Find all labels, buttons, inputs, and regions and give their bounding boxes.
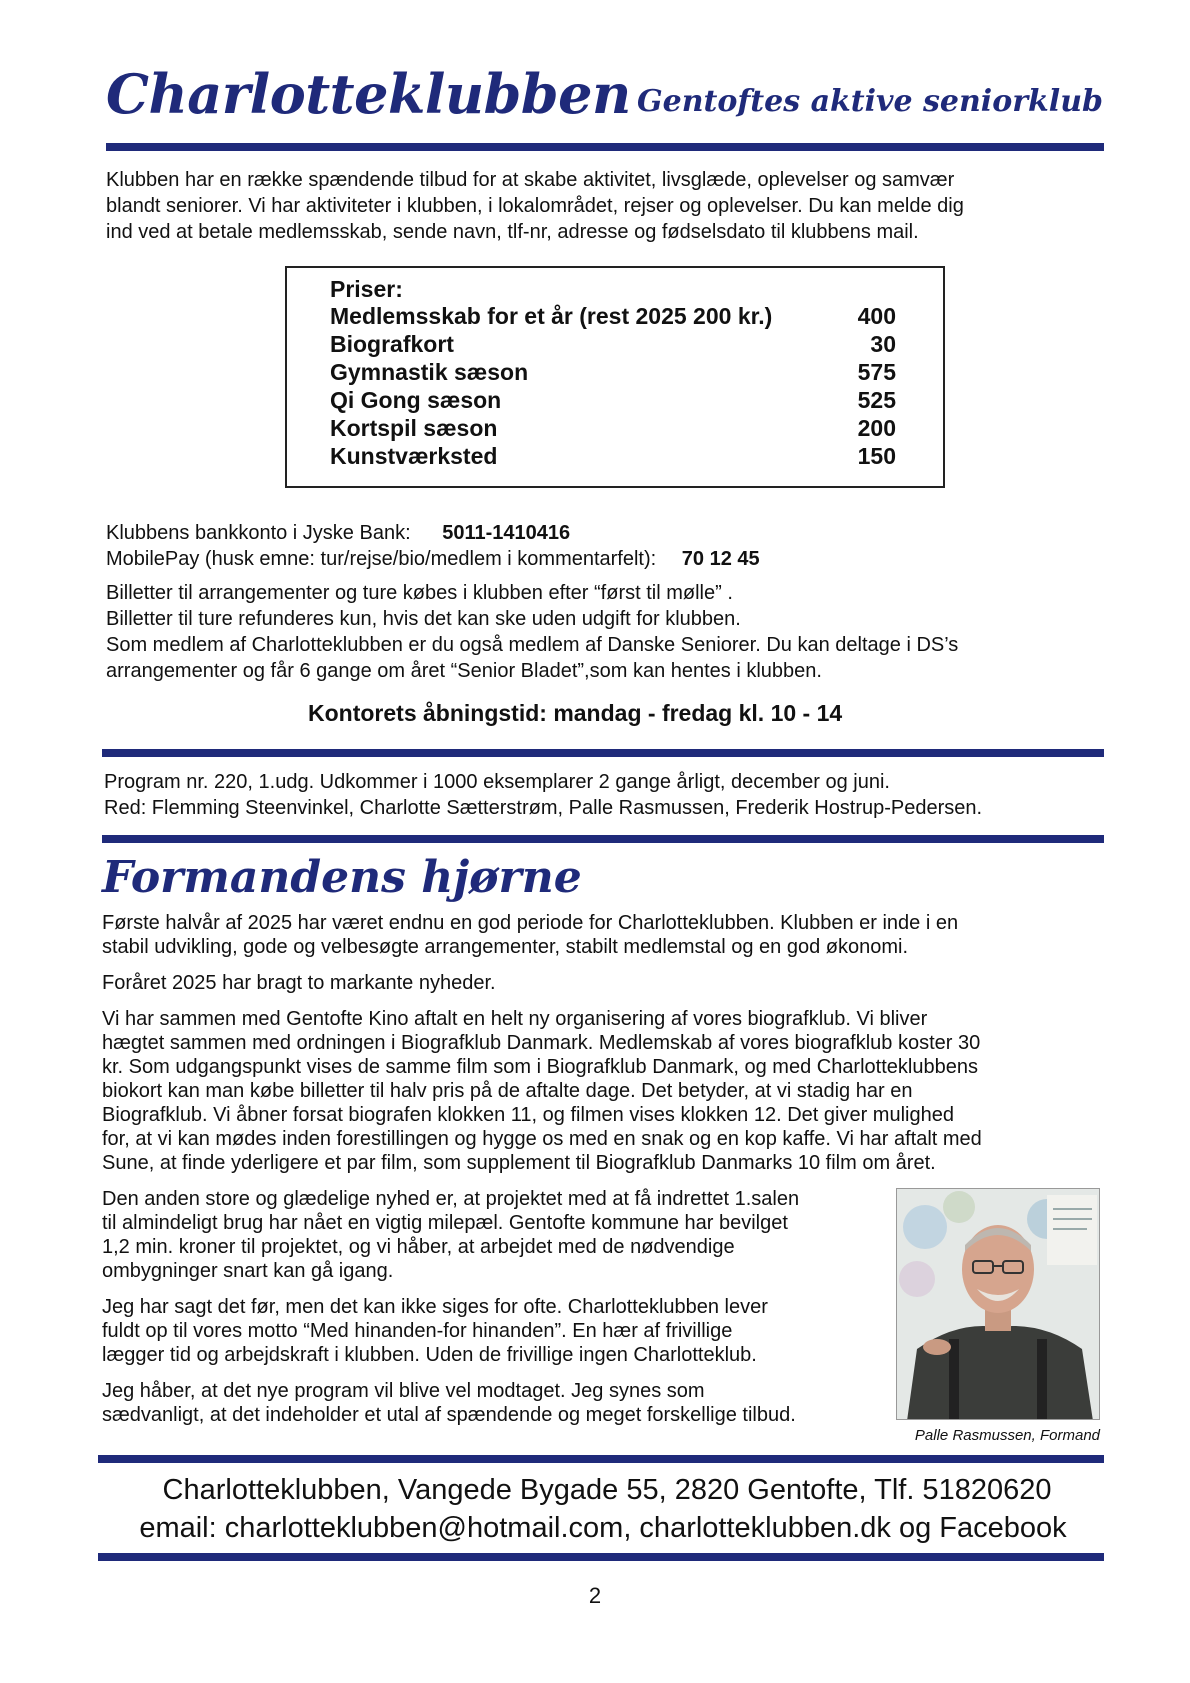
info-line: arrangementer og får 6 gange om året “Senior Bladet”,som kan hentes i klubben.	[106, 660, 822, 682]
program-line: Red: Flemming Steenvinkel, Charlotte Sætterstrøm, Palle Rasmussen, Frederik Hostrup-Pedersen.	[104, 797, 983, 819]
paragraph-line: Jeg håber, at det nye program vil blive vel modtaget. Jeg synes som	[102, 1380, 705, 1402]
chairman-paragraph-2	[102, 971, 496, 995]
paragraph-line: sædvanligt, at det indeholder et utal af spændende og meget forskellige tilbud.	[102, 1404, 796, 1426]
paragraph-line: lægger tid og arbejdskraft i klubben. Uden de frivillige ingen Charlotteklub.	[102, 1344, 757, 1366]
price-value: 200	[857, 415, 896, 441]
footer-address: Charlotteklubben, Vangede Bygade 55, 2820 Gentofte, Tlf. 51820620	[162, 1474, 1052, 1506]
intro-line: ind ved at betale medlemsskab, sende navn, tlf-nr, adresse og fødselsdato til klubbens mail.	[106, 221, 919, 243]
price-row	[330, 386, 896, 414]
paragraph-line: stabil udvikling, gode og velbesøgte arrangementer, stabilt medlemstal og en god økonomi.	[102, 936, 909, 958]
price-row	[330, 330, 896, 358]
program-info	[104, 769, 982, 821]
program-line: Program nr. 220, 1.udg. Udkommer i 1000 eksemplarer 2 gange årligt, december og juni.	[104, 771, 890, 793]
paragraph-line: kr. Som udgangspunkt vises de samme film som i Biografklub Danmark, og med Charlotteklubbens	[102, 1056, 978, 1078]
mobilepay-line	[106, 546, 760, 572]
paragraph-line: Jeg har sagt det før, men det kan ikke siges for ofte. Charlotteklubben lever	[102, 1296, 768, 1318]
paragraph-line: biokort kan man købe billetter til halv pris på de aftalte dage. Det betyder, at vi stadig har en	[102, 1080, 913, 1102]
footer-rule-bottom	[98, 1553, 1104, 1561]
bank-label: Klubbens bankkonto i Jyske Bank:	[106, 522, 411, 544]
chairman-corner-title: Formandens hjørne	[102, 852, 582, 903]
info-line: Billetter til ture refunderes kun, hvis det kan ske uden udgift for klubben.	[106, 608, 741, 630]
price-value: 150	[857, 443, 896, 469]
info-line: Som medlem af Charlotteklubben er du også medlem af Danske Seniorer. Du kan deltage i DS’s	[106, 634, 959, 656]
price-label: Kunstværksted	[330, 443, 498, 469]
intro-line: Klubben har en række spændende tilbud for at skabe aktivitet, livsglæde, oplevelser og samvær	[106, 169, 955, 191]
price-label: Medlemsskab for et år (rest 2025 200 kr.)	[330, 303, 773, 329]
club-subtitle: Gentoftes aktive seniorklub	[637, 84, 1103, 119]
intro-line: blandt seniorer. Vi har aktiviteter i klubben, i lokalområdet, rejser og oplevelser. Du kan melde dig	[106, 195, 964, 217]
mobilepay-label: MobilePay (husk emne: tur/rejse/bio/medlem i kommentarfelt):	[106, 548, 657, 570]
price-value: 575	[857, 359, 896, 385]
chairman-paragraph-6	[102, 1379, 796, 1427]
price-value: 30	[870, 331, 896, 357]
chairman-paragraph-4	[102, 1187, 799, 1283]
price-label: Qi Gong sæson	[330, 387, 502, 413]
price-row	[330, 358, 896, 386]
club-title: Charlotteklubben	[106, 62, 631, 126]
price-label: Biografkort	[330, 331, 454, 357]
paragraph-line: Første halvår af 2025 har været endnu en god periode for Charlotteklubben. Klubben er inde i en	[102, 912, 959, 934]
bank-value: 5011-1410416	[442, 522, 571, 544]
price-value: 400	[857, 303, 896, 329]
paragraph-line: fuldt op til vores motto “Med hinanden-for hinanden”. En hær af frivillige	[102, 1320, 733, 1342]
price-label: Gymnastik sæson	[330, 359, 529, 385]
paragraph-line: hægtet sammen med ordningen i Biografklub Danmark. Medlemskab af vores biografklub koster 30	[102, 1032, 981, 1054]
paragraph-line: Biografklub. Vi åbner forsat biografen klokken 11, og filmen vises klokken 12. Det giver mulighed	[102, 1104, 954, 1126]
header-rule	[106, 143, 1104, 151]
chairman-paragraph-5	[102, 1295, 768, 1367]
paragraph-line: Den anden store og glædelige nyhed er, at projektet med at få indrettet 1.salen	[102, 1188, 800, 1210]
paragraph-line: Vi har sammen med Gentofte Kino aftalt en helt ny organisering af vores biografklub. Vi bliver	[102, 1008, 928, 1030]
price-label: Kortspil sæson	[330, 415, 498, 441]
paragraph-line: for, at vi kan mødes inden forestillingen og hygge os med en snak og en kop kaffe. Vi har aftalt med	[102, 1128, 982, 1150]
intro-text	[106, 167, 964, 245]
paragraph-line: Foråret 2025 har bragt to markante nyheder.	[102, 972, 496, 994]
section-rule	[102, 749, 1104, 757]
footer-contact: email: charlotteklubben@hotmail.com, charlotteklubben.dk og Facebook	[139, 1512, 1067, 1544]
info-line: Billetter til arrangementer og ture købes i klubben efter “først til mølle” .	[106, 582, 733, 604]
paragraph-line: til almindeligt brug har nået en vigtig milepæl. Gentofte kommune har bevilget	[102, 1212, 788, 1234]
bank-account-line	[106, 520, 570, 546]
paragraph-line: Sune, at finde yderligere et par film, som supplement til Biografklub Danmarks 10 film om året.	[102, 1152, 936, 1174]
office-hours: Kontorets åbningstid: mandag - fredag kl. 10 - 14	[308, 700, 843, 726]
info-text	[106, 580, 958, 684]
footer-rule-top	[98, 1455, 1104, 1463]
price-row	[330, 302, 896, 330]
price-value: 525	[857, 387, 896, 413]
chairman-paragraph-3	[102, 1007, 982, 1175]
page-number: 2	[588, 1583, 602, 1608]
paragraph-line: ombygninger snart kan gå igang.	[102, 1260, 394, 1282]
chairman-paragraph-1	[102, 911, 958, 959]
price-row	[330, 442, 896, 470]
price-heading: Priser:	[330, 276, 403, 302]
chairman-photo	[896, 1188, 1100, 1420]
price-row	[330, 414, 896, 442]
paragraph-line: 1,2 min. kroner til projektet, og vi håber, at arbejdet med de nødvendige	[102, 1236, 735, 1258]
section-rule	[102, 835, 1104, 843]
chairman-photo-illustration	[897, 1189, 1100, 1420]
photo-caption: Palle Rasmussen, Formand	[914, 1427, 1100, 1444]
mobilepay-value: 70 12 45	[681, 548, 760, 570]
